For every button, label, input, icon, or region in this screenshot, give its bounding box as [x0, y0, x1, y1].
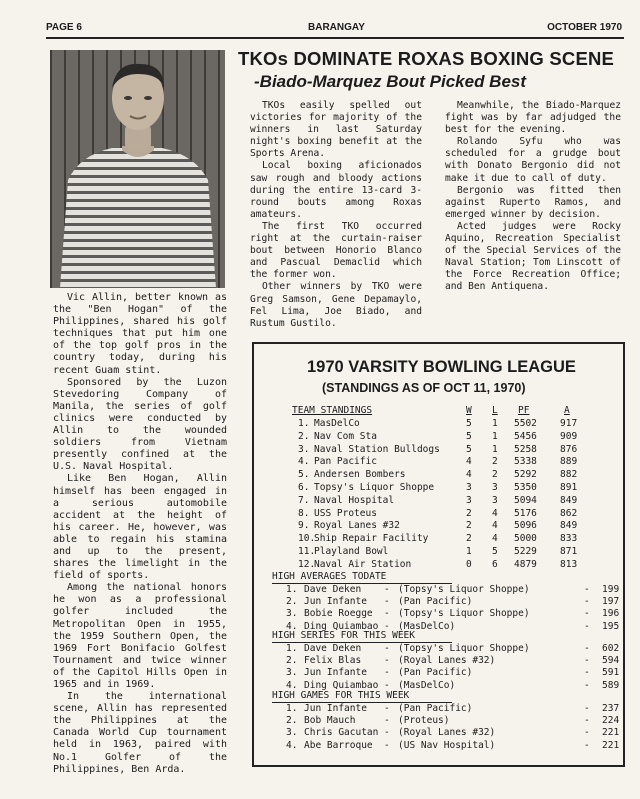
team-wins: 5 — [466, 418, 472, 429]
team-losses: 5 — [492, 546, 498, 557]
dash-separator: - — [584, 679, 590, 691]
team-losses: 2 — [492, 469, 498, 481]
dash-separator: - — [584, 727, 590, 739]
team-pinfall: 5094 — [514, 494, 537, 506]
bowler-team: (Pan Pacific) — [398, 596, 473, 608]
dash-separator: - — [384, 655, 390, 667]
team-name: Pan Pacific — [314, 456, 377, 468]
team-name: Ship Repair Facility — [314, 533, 429, 545]
team-average: 917 — [560, 418, 578, 429]
bowler-team: (Pan Pacific) — [398, 667, 473, 679]
team-rank: 8. — [298, 507, 310, 519]
leader-rank: 3. — [286, 667, 298, 679]
team-rank: 6. — [298, 482, 310, 493]
bowler-name: Felix Blas — [304, 655, 362, 667]
team-average: 871 — [560, 546, 578, 557]
team-wins: 2 — [466, 507, 472, 519]
team-pinfall: 5350 — [514, 482, 537, 493]
team-average: 849 — [560, 494, 578, 506]
bowler-team: (Proteus) — [398, 715, 450, 727]
article-column-2 — [445, 100, 621, 294]
team-wins: 5 — [466, 443, 472, 455]
leader-rank: 1. — [286, 584, 298, 595]
dash-separator: - — [584, 703, 590, 714]
standings-heading: TEAM STANDINGS — [292, 405, 373, 416]
bowler-team: (Topsy's Liquor Shoppe) — [398, 608, 530, 620]
caption-paragraph: Like Ben Hogan, Allin himself has been engaged in a serious automobile accident at the height of his career. He, however, was able to regain his stamina and up to the present, shares the limelight in the field of sports. — [53, 473, 227, 582]
col-wins: W — [466, 405, 472, 416]
team-wins: 0 — [466, 558, 472, 570]
team-wins: 1 — [466, 546, 472, 557]
dash-separator: - — [384, 739, 390, 751]
bowler-score: 591 — [602, 667, 620, 679]
team-name: Naval Air Station — [314, 558, 412, 570]
team-name: Naval Station Bulldogs — [314, 443, 440, 455]
dash-separator: - — [384, 596, 390, 608]
team-rank: 9. — [298, 520, 310, 532]
bowler-score: 589 — [602, 679, 620, 691]
team-rank: 1. — [298, 418, 310, 429]
dash-separator: - — [384, 715, 390, 727]
article-subhead: -Biado-Marquez Bout Picked Best — [254, 72, 527, 91]
page-number: PAGE 6 — [46, 22, 82, 33]
dash-separator: - — [384, 679, 390, 691]
team-pinfall: 4879 — [514, 558, 537, 570]
caption-paragraph: In the international scene, Allin has represented the Philippines at the Canada World Cup tournament held in 1963, paired with No.1 Golfer of the Philippines, Ben Arda. — [53, 691, 227, 775]
portrait-photo — [50, 50, 225, 288]
article-headline: TKOs DOMINATE ROXAS BOXING SCENE — [238, 48, 615, 69]
article-paragraph: Meanwhile, the Biado-Marquez fight was by far adjudged the best for the evening. — [445, 100, 621, 136]
team-losses: 4 — [492, 533, 498, 545]
team-wins: 5 — [466, 430, 472, 442]
bowler-name: Ding Quiambao — [304, 620, 379, 632]
team-losses: 2 — [492, 456, 498, 468]
dash-separator: - — [584, 739, 590, 751]
team-wins: 3 — [466, 494, 472, 506]
bowler-team: (Royal Lanes #32) — [398, 727, 496, 739]
section-title: HIGH SERIES FOR THIS WEEK — [272, 630, 415, 641]
team-average: 882 — [560, 469, 578, 481]
leader-rank: 2. — [286, 596, 298, 608]
article-column-1 — [250, 100, 422, 330]
page-header — [46, 22, 622, 38]
team-average: 862 — [560, 507, 578, 519]
bowler-name: Jun Infante — [304, 596, 367, 608]
bowler-name: Jun Infante — [304, 667, 367, 679]
caption-paragraph: Among the national honors he won as a professional golfer included the Metropolitan Open in 1955, the 1959 Southern Open, the 1969 Fort Bonifacio Golfest Tournament and twice winner of the Capitol Hills Open in 1965 and in 1969. — [53, 582, 227, 690]
dash-separator: - — [384, 667, 390, 679]
article-paragraph: Acted judges were Rocky Aquino, Recreation Specialist of the Special Services of the Naval Station; Tom Linscott of the Force Recreation Office; and Ben Antiquena. — [445, 220, 621, 293]
team-wins: 3 — [466, 482, 472, 493]
team-pinfall: 5176 — [514, 507, 537, 519]
leader-rank: 1. — [286, 703, 298, 714]
team-pinfall: 5096 — [514, 520, 537, 532]
bowler-score: 197 — [602, 596, 620, 608]
photo-caption — [53, 292, 227, 776]
bowler-name: Bobie Roegge — [304, 608, 373, 620]
team-losses: 4 — [492, 520, 498, 532]
team-name: Topsy's Liquor Shoppe — [314, 482, 435, 493]
bowling-title: 1970 VARSITY BOWLING LEAGUE — [307, 358, 576, 376]
bowler-score: 602 — [602, 643, 620, 654]
article-paragraph: TKOs easily spelled out victories for majority of the winners in last Saturday night's boxing benefit at the Sports Arena. — [250, 100, 422, 160]
bowler-name: Dave Deken — [304, 643, 362, 654]
bowler-team: (Pan Pacific) — [398, 703, 473, 714]
team-rank: 2. — [298, 430, 310, 442]
dash-separator: - — [584, 620, 590, 632]
dash-separator: - — [384, 584, 390, 595]
team-average: 849 — [560, 520, 578, 532]
dash-separator: - — [384, 643, 390, 654]
team-name: Nav Com Sta — [314, 430, 377, 442]
article-paragraph: Other winners by TKO were Greg Samson, Gene Depamaylo, Fel Lima, Joe Biado, and Rustum Gustilo. — [250, 281, 422, 329]
leader-rank: 3. — [286, 727, 298, 739]
team-pinfall: 5456 — [514, 430, 537, 442]
team-losses: 3 — [492, 494, 498, 506]
team-name: USS Proteus — [314, 507, 377, 519]
publication-name: BARANGAY — [308, 22, 365, 33]
team-pinfall: 5338 — [514, 456, 537, 468]
bowler-score: 594 — [602, 655, 620, 667]
team-rank: 7. — [298, 494, 310, 506]
team-wins: 4 — [466, 469, 472, 481]
team-rank: 3. — [298, 443, 310, 455]
section-title: HIGH GAMES FOR THIS WEEK — [272, 690, 410, 701]
leader-rank: 2. — [286, 655, 298, 667]
bowler-score: 237 — [602, 703, 620, 714]
bowler-team: (Topsy's Liquor Shoppe) — [398, 584, 530, 595]
dash-separator: - — [384, 620, 390, 632]
team-losses: 4 — [492, 507, 498, 519]
bowler-score: 221 — [602, 739, 620, 751]
team-name: MasDelCo — [314, 418, 360, 429]
dash-separator: - — [584, 608, 590, 620]
team-rank: 5. — [298, 469, 310, 481]
bowler-score: 224 — [602, 715, 620, 727]
team-average: 813 — [560, 558, 578, 570]
team-losses: 3 — [492, 482, 498, 493]
article-paragraph: The first TKO occurred right at the curtain-raiser bout between Honorio Blanco and Pascual Demaclid which the former won. — [250, 220, 422, 281]
bowler-name: Bob Mauch — [304, 715, 356, 727]
team-average: 909 — [560, 430, 578, 442]
team-rank: 10. — [298, 533, 316, 545]
leader-rank: 3. — [286, 608, 298, 620]
team-losses: 1 — [492, 418, 498, 429]
team-average: 876 — [560, 443, 578, 455]
team-wins: 2 — [466, 533, 472, 545]
team-rank: 12. — [298, 558, 316, 570]
bowler-name: Abe Barroque — [304, 739, 373, 751]
dash-separator: - — [584, 643, 590, 654]
bowling-subtitle: (STANDINGS AS OF OCT 11, 1970) — [322, 381, 526, 395]
dash-separator: - — [584, 715, 590, 727]
dash-separator: - — [584, 655, 590, 667]
team-name: Playland Bowl — [314, 546, 389, 557]
col-average: A — [564, 405, 570, 416]
col-pinfall: PF — [518, 405, 530, 416]
bowler-name: Dave Deken — [304, 584, 362, 595]
bowler-name: Jun Infante — [304, 703, 367, 714]
dash-separator: - — [584, 667, 590, 679]
dash-separator: - — [584, 584, 590, 595]
article-paragraph: Rolando Syfu who was scheduled for a grudge bout with Donato Bergonio did not make it due to call of duty. — [445, 136, 621, 184]
bowler-score: 221 — [602, 727, 620, 739]
header-rule — [46, 37, 624, 39]
bowler-score: 196 — [602, 608, 620, 620]
dash-separator: - — [384, 608, 390, 620]
caption-paragraph: Sponsored by the Luzon Stevedoring Company of Manila, the series of golf clinics were conducted by Allin to the wounded soldiers from Vietnam presently confined at the U.S. Naval Hospital. — [53, 376, 227, 473]
team-pinfall: 5292 — [514, 469, 537, 481]
bowler-score: 195 — [602, 620, 620, 632]
team-wins: 2 — [466, 520, 472, 532]
dash-separator: - — [384, 727, 390, 739]
team-losses: 1 — [492, 443, 498, 455]
team-losses: 6 — [492, 558, 498, 570]
caption-paragraph: Vic Allin, better known as the "Ben Hogan" of the Philippines, shared his golf techniques that put him one of the top golf pros in the country today, during his recent Guam stint. — [53, 292, 227, 376]
team-name: Naval Hospital — [314, 494, 395, 506]
bowler-score: 199 — [602, 584, 620, 595]
team-average: 889 — [560, 456, 578, 468]
leader-rank: 4. — [286, 620, 298, 632]
team-losses: 1 — [492, 430, 498, 442]
bowler-name: Chris Gacutan — [304, 727, 379, 739]
article-paragraph: Bergonio was fitted then against Ruperto Ramos, and emerged winner by decision. — [445, 184, 621, 220]
team-average: 833 — [560, 533, 578, 545]
team-wins: 4 — [466, 456, 472, 468]
team-average: 891 — [560, 482, 578, 493]
issue-date: OCTOBER 1970 — [547, 22, 622, 33]
dash-separator: - — [584, 596, 590, 608]
bowler-team: (Topsy's Liquor Shoppe) — [398, 643, 530, 654]
team-pinfall: 5000 — [514, 533, 537, 545]
leader-rank: 4. — [286, 679, 298, 691]
bowler-team: (MasDelCo) — [398, 679, 456, 691]
bowler-name: Ding Quiambao — [304, 679, 379, 691]
article-paragraph: Local boxing aficionados saw rough and bloody actions during the entire 13-card 3-round bouts among Roxas amateurs. — [250, 160, 422, 220]
team-pinfall: 5502 — [514, 418, 537, 429]
leader-rank: 4. — [286, 739, 298, 751]
bowler-team: (US Nav Hospital) — [398, 739, 496, 751]
bowler-team: (MasDelCo) — [398, 620, 456, 632]
team-pinfall: 5258 — [514, 443, 537, 455]
team-pinfall: 5229 — [514, 546, 537, 557]
section-title: HIGH AVERAGES TODATE — [272, 571, 387, 582]
dash-separator: - — [384, 703, 390, 714]
team-name: Andersen Bombers — [314, 469, 406, 481]
leader-rank: 1. — [286, 643, 298, 654]
team-name: Royal Lanes #32 — [314, 520, 400, 532]
bowler-team: (Royal Lanes #32) — [398, 655, 496, 667]
leader-rank: 2. — [286, 715, 298, 727]
col-losses: L — [492, 405, 498, 416]
team-rank: 4. — [298, 456, 310, 468]
team-rank: 11. — [298, 546, 316, 557]
